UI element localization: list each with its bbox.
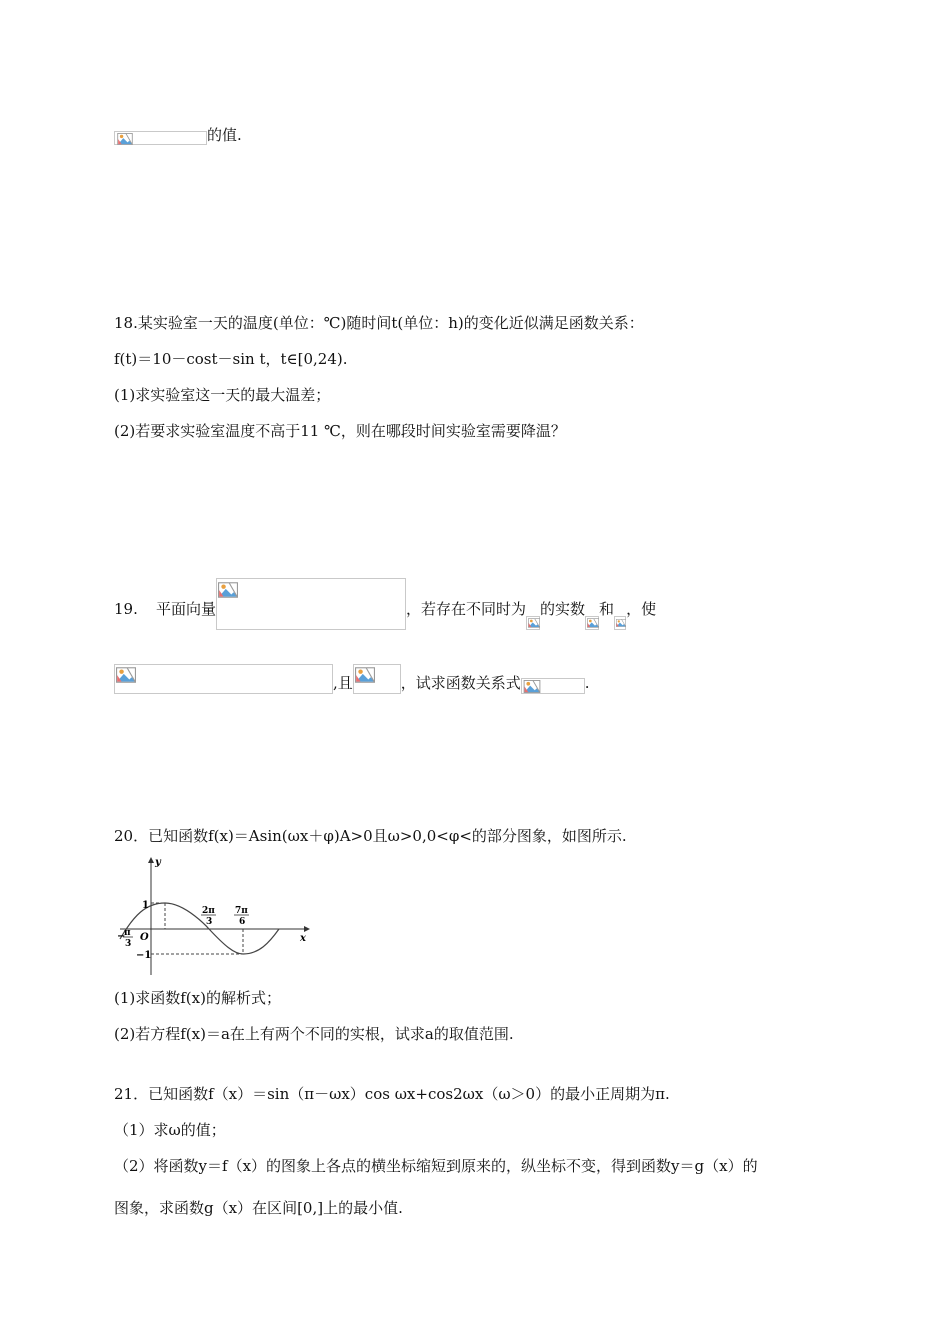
q20-part1: (1)求函数f(x)的解析式； <box>114 989 281 1007</box>
vector-formula-image <box>216 578 406 630</box>
q19-text-4: 和 <box>599 600 615 618</box>
q19-line2 <box>114 664 590 694</box>
t-formula-image <box>614 616 626 630</box>
q21-part2-line2: 图象，求函数g（x）在区间[0,]上的最小值. <box>114 1199 403 1217</box>
broken-image-icon <box>116 666 136 684</box>
q18-function: f(t)＝10－cost－sin t，t∈[0,24). <box>114 350 348 368</box>
condition-formula-image <box>114 664 333 694</box>
k-formula-image <box>585 616 599 630</box>
q20-part2: (2)若方程f(x)＝a在上有两个不同的实根，试求a的取值范围. <box>114 1025 514 1043</box>
x-axis-label: x <box>300 933 306 944</box>
y-min-label: −1 <box>136 950 152 961</box>
y-axis-label: y <box>155 857 161 868</box>
q19-number: 19. <box>114 600 138 618</box>
broken-image-icon <box>523 680 541 693</box>
tick-right-numerator: 7π <box>235 906 248 916</box>
sine-graph <box>114 855 314 980</box>
q19-text-6: ,且 <box>333 674 353 692</box>
q19-text-8: . <box>584 674 590 692</box>
q19-line1 <box>114 578 656 630</box>
tick-mid-numerator: 2π <box>202 906 215 916</box>
perpendicular-formula-image <box>353 664 401 694</box>
q19-text-5: ，使 <box>626 600 657 618</box>
y-max-label: 1 <box>142 900 149 911</box>
tick-right-denominator: 6 <box>239 917 246 927</box>
broken-image-icon <box>355 666 375 684</box>
broken-image-icon <box>587 618 599 628</box>
top-fragment-line <box>114 125 242 145</box>
q18-part2: (2)若要求实验室温度不高于11 ℃，则在哪段时间实验室需要降温？ <box>114 422 566 440</box>
broken-image-icon <box>116 133 134 145</box>
tick-left-denominator: 3 <box>125 939 132 949</box>
tick-left-numerator: π <box>124 928 131 938</box>
q19-text-7: ，试求函数关系式 <box>400 674 521 692</box>
q19-text-2: ，若存在不同时为 <box>406 600 527 618</box>
q21-part2-line1: （2）将函数y＝f（x）的图象上各点的横坐标缩短到原来的，纵坐标不变，得到函数y＝g（x）的 <box>114 1157 758 1175</box>
broken-image-icon <box>616 618 626 628</box>
top-fragment-text: 的值. <box>207 126 242 144</box>
y-axis-arrow <box>148 857 154 863</box>
origin-label: O <box>140 932 149 943</box>
q20-stem: 20．已知函数f(x)＝Asin(ωx＋φ)A>0且ω>0,0<φ<的部分图象，如图所示. <box>114 827 627 845</box>
tick-mid-denominator: 3 <box>206 917 213 927</box>
q19-text-1: 平面向量 <box>156 600 217 618</box>
broken-image-icon <box>218 580 238 600</box>
broken-image-icon <box>528 618 540 628</box>
q19-text-3: 的实数 <box>540 600 586 618</box>
q18-stem: 18.某实验室一天的温度(单位：℃)随时间t(单位：h)的变化近似满足函数关系： <box>114 314 644 332</box>
result-formula-image <box>521 678 585 694</box>
tick-left-sign: − <box>117 931 126 942</box>
q21-part1: （1）求ω的值； <box>114 1121 226 1139</box>
q21-stem: 21．已知函数f（x）＝sin（π－ωx）cos ωx+cos2ωx（ω＞0）的最小正周期为π. <box>114 1085 670 1103</box>
zero-formula-image <box>526 616 540 630</box>
q18-part1: (1)求实验室这一天的最大温差； <box>114 386 331 404</box>
formula-image <box>114 131 207 145</box>
x-axis-arrow <box>304 926 310 932</box>
